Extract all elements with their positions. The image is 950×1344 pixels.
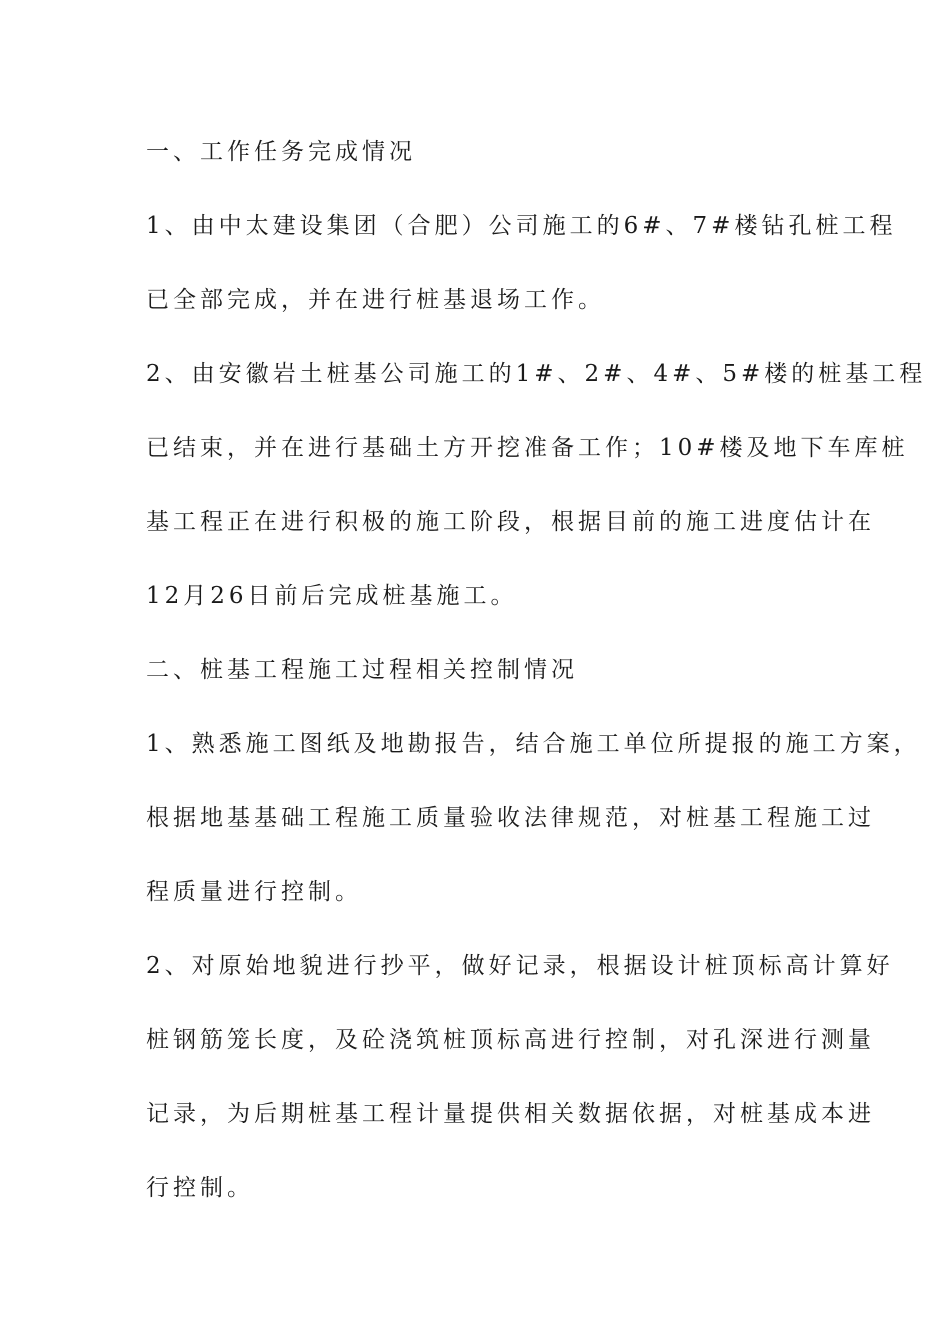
section-heading-2: 二、桩基工程施工过程相关控制情况 [146, 657, 578, 683]
section-heading-1: 一、工作任务完成情况 [146, 139, 416, 165]
text-line: 已全部完成，并在进行桩基退场工作。 [146, 287, 605, 313]
text-line: 记录，为后期桩基工程计量提供相关数据依据，对桩基成本进 [146, 1101, 875, 1127]
text-line: 1、熟悉施工图纸及地勘报告，结合施工单位所提报的施工方案， [146, 731, 921, 757]
text-line: 桩钢筋笼长度，及砼浇筑桩顶标高进行控制，对孔深进行测量 [146, 1027, 875, 1053]
text-line: 2、对原始地貌进行抄平，做好记录，根据设计桩顶标高计算好 [146, 953, 894, 979]
document-body [146, 126, 927, 1236]
text-line: 行控制。 [146, 1175, 254, 1201]
text-line: 12月26日前后完成桩基施工。 [146, 583, 518, 609]
text-line: 根据地基基础工程施工质量验收法律规范，对桩基工程施工过 [146, 805, 875, 831]
text-line: 基工程正在进行积极的施工阶段，根据目前的施工进度估计在 [146, 509, 875, 535]
text-line: 1、由中太建设集团（合肥）公司施工的6#、7#楼钻孔桩工程 [146, 213, 897, 239]
text-line: 程质量进行控制。 [146, 879, 362, 905]
text-line: 已结束，并在进行基础土方开挖准备工作；10#楼及地下车库桩 [146, 435, 909, 461]
text-line: 2、由安徽岩土桩基公司施工的1#、2#、4#、5#楼的桩基工程 [146, 361, 927, 387]
